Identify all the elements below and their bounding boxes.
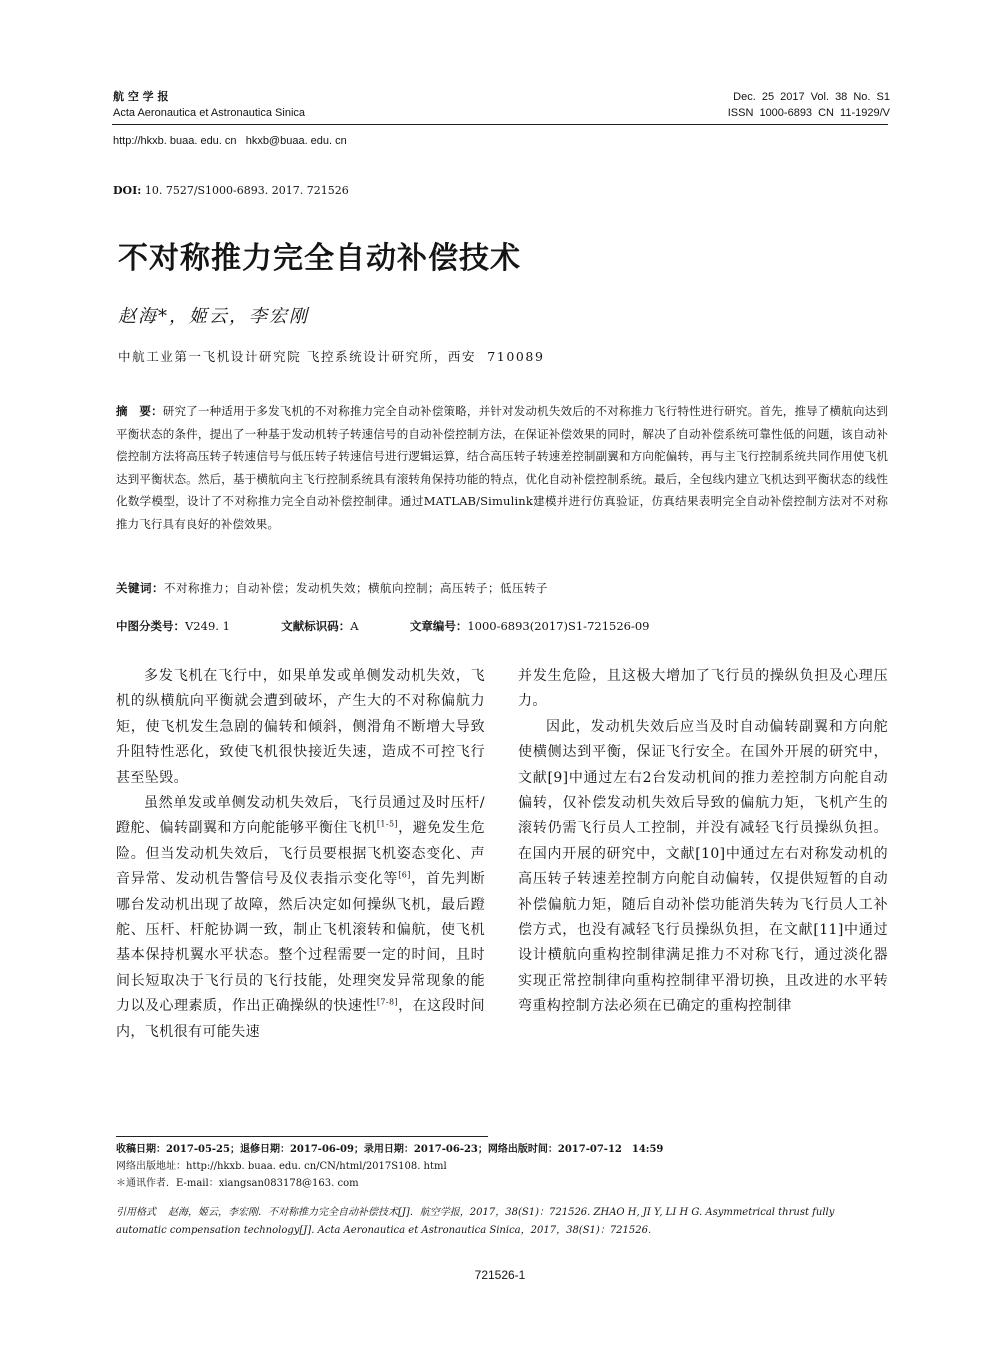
clc-label: 中图分类号： xyxy=(116,619,185,633)
citation-ref[interactable]: [6] xyxy=(398,870,411,880)
footnote-rule xyxy=(116,1136,488,1137)
classification-line xyxy=(116,618,888,634)
journal-header-left xyxy=(113,89,305,121)
issn-cn: ISSN 1000-6893 CN 11-1929/V xyxy=(727,107,890,119)
abstract-label: 摘 要： xyxy=(116,404,163,418)
clc-value: V249. 1 xyxy=(185,619,230,633)
body-paragraph: 多发飞机在飞行中，如果单发或单侧发动机失效，飞机的纵横航向平衡就会遭到破坏，产生大的不对称偏航力矩，使飞机发生急剧的偏转和倾斜，侧滑角不断增大导致升阻特性恶化，致使飞机很快接近失速，造成不可控飞行甚至坠毁。 xyxy=(116,668,485,786)
citation-text: 赵海，姬云，李宏刚．不对称推力完全自动补偿技术[J]．航空学报，2017，38(S1)：721526. ZHAO H, JI Y, LI H G. Asymmetrical thrust fully automatic compensation technology[J]. Acta Aeronautica et Astronautica Sinica，2017，38(S1)：721526. xyxy=(116,1207,835,1236)
citation-ref[interactable]: [7-8] xyxy=(376,997,399,1007)
doc-code-value: A xyxy=(350,619,359,633)
body-right-column xyxy=(518,664,888,1020)
keywords-text: 不对称推力；自动补偿；发动机失效；横航向控制；高压转子；低压转子 xyxy=(164,581,548,595)
keywords-label: 关键词： xyxy=(116,581,164,595)
article-number-label: 文章编号： xyxy=(409,619,468,633)
citation-format xyxy=(116,1204,888,1240)
abstract xyxy=(116,400,888,535)
issue-date-volume: Dec. 25 2017 Vol. 38 No. S1 xyxy=(733,91,890,103)
body-paragraph: 并发生危险，且这极大增加了飞行员的操纵负担及心理压力。 xyxy=(518,668,888,710)
header-rule xyxy=(112,124,888,125)
journal-name-en: Acta Aeronautica et Astronautica Sinica xyxy=(113,107,306,119)
paper-title: 不对称推力完全自动补偿技术 xyxy=(118,241,521,276)
received-dates: 收稿日期：2017-05-25；退修日期：2017-06-09；录用日期：2017-06-23；网络出版时间：2017-07-12 14:59 xyxy=(116,1144,664,1155)
footnotes xyxy=(116,1141,888,1192)
online-address[interactable]: 网络出版地址：http://hkxb. buaa. edu. cn/CN/html/2017S108. html xyxy=(116,1161,447,1172)
doi-line xyxy=(113,184,349,197)
doi-label: DOI: xyxy=(113,184,142,197)
doc-code-label: 文献标识码： xyxy=(281,619,351,633)
page-number: 721526-1 xyxy=(474,1268,526,1282)
journal-header-right xyxy=(728,89,890,121)
journal-urls[interactable]: http://hkxb. buaa. edu. cn hkxb@buaa. edu. cn xyxy=(113,135,347,147)
citation-ref[interactable]: [1-5] xyxy=(376,819,399,829)
authors: 赵海*，姬云，李宏刚 xyxy=(118,306,309,327)
doi-value[interactable]: 10. 7527/S1000-6893. 2017. 721526 xyxy=(144,184,349,197)
body-paragraph: 虽然单发或单侧发动机失效后，飞行员通过及时压杆/蹬舵、偏转副翼和方向舵能够平衡住飞机[1-5]，避免发生危险。但当发动机失效后，飞行员要根据飞机姿态变化、声音异常、发动机告警信号及仪表指示变化等[6]，首先判断哪台发动机出现了故障，然后决定如何操纵飞机，最后蹬舵、压杆、杆舵协调一致，制止飞机滚转和偏航，使飞机基本保持机翼水平状态。整个过程需要一定的时间，且时间长短取决于飞行员的飞行技能，处理突发异常现象的能力以及心理素质，作出正确操纵的快速性[7-8]，在这段时间内，飞机很有可能失速 xyxy=(116,795,485,1040)
body-paragraph: 因此，发动机失效后应当及时自动偏转副翼和方向舵使横侧达到平衡，保证飞行安全。在国外开展的研究中，文献[9]中通过左右2台发动机间的推力差控制方向舵自动偏转，仅补偿发动机失效后导致的偏航力矩，飞机产生的滚转仍需飞行员人工控制，并没有减轻飞行员操纵负担。在国内开展的研究中，文献[10]中通过左右对称发动机的高压转子转速差控制方向舵自动偏转，仅提供短暂的自动补偿偏航力矩，随后自动补偿功能消失转为飞行员人工补偿方式，也没有减轻飞行员操纵负担，在文献[11]中通过设计横航向重构控制律满足推力不对称飞行，通过淡化器实现正常控制律向重构控制律平滑切换，且改进的水平转弯重构控制方法必须在已确定的重构控制律 xyxy=(518,718,888,1015)
article-number-value: 1000-6893(2017)S1-721526-09 xyxy=(467,619,650,633)
corresponding-author: ＊通讯作者．E-mail：xiangsan083178@163. com xyxy=(116,1178,359,1189)
affiliation: 中航工业第一飞机设计研究院 飞控系统设计研究所，西安 710089 xyxy=(118,349,545,364)
keywords xyxy=(116,580,548,596)
body-left-column xyxy=(116,664,485,1045)
journal-name-cn: 航 空 学 报 xyxy=(113,90,169,103)
citation-label: 引用格式 xyxy=(116,1207,156,1218)
abstract-text: 研究了一种适用于多发飞机的不对称推力完全自动补偿策略，并针对发动机失效后的不对称推力飞行特性进行研究。首先，推导了横航向达到平衡状态的条件，提出了一种基于发动机转子转速信号的自动补偿控制方法，在保证补偿效果的同时，解决了自动补偿系统可靠性低的问题，该自动补偿控制方法将高压转子转速信号与低压转子转速信号进行逻辑运算，结合高压转子转速差控制副翼和方向舵偏转，再与主飞行控制系统共同作用使飞机达到平衡状态。然后，基于横航向主飞行控制系统具有滚转角保持功能的特点，优化自动补偿控制系统。最后，全包线内建立飞机达到平衡状态的线性化数学模型，设计了不对称推力完全自动补偿控制律。通过MATLAB/Simulink建模并进行仿真验证，仿真结果表明完全自动补偿控制方法对不对称推力飞行具有良好的补偿效果。 xyxy=(116,404,888,531)
